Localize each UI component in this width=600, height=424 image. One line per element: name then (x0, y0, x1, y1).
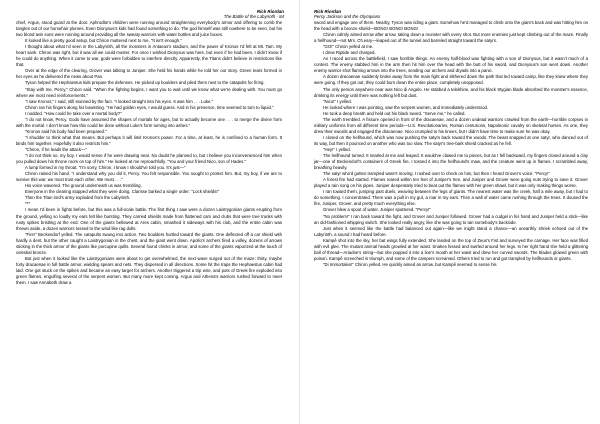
paragraph: The only person anywhere near was Nico di Angelo. He stabbed a telekhine, and his black Stygian blade absorbed the monster's essence, drinking its energy until there was nothing left but dust. (314, 86, 588, 98)
paragraph: I drew Riptide and charged. (323, 50, 376, 56)
paragraph: The hellhound turned. It snarled at me and leaped. It would've clawed me to pieces, but as I fell backward, my fingers closed around a clay jar—one of Beckendorf's containers of Greek fire. I tossed it into the hellhound's maw, and the creature went up in flames. I scrambled away, breathing heavily. (314, 153, 588, 171)
paragraph: I mean I'd been in fights before, but this was a full-scale battle. The first thing I saw were a dozen Laistrygonian giants erupting from the ground, yelling so loudly my ears felt like bursting. They carried shields made from flattened cars and clubs that were tree trunks with rusty spikes bristling at the end. One of the giants bellowed at Ares cabin, smashed it sideways with his club, and the entire cabin was thrown aside, a dozen warriors tossed to the wind like rag dolls. (16, 207, 282, 231)
paragraph: The satyr who'd gotten trampled wasn't moving. I rushed over to check on him, but then I heard Grover's voice: "Percy!" (323, 171, 550, 177)
paragraph: A lump formed in my throat. "I'm sorry, Chiron. I know I should've told you. It's just—" (25, 165, 186, 171)
section-break: *** (25, 201, 31, 207)
paragraph: I ran toward them, jumping past duels, weaving between the legs of giants. The nearest water was the creek, half a mile away, but I had to do something. I concentrated. There was a pull in my gut, a roar in my ears. Then a wall of water came rushing through the trees. It doused the fire, Juniper, Grover, and pretty much everything else. (314, 189, 588, 207)
paragraph: "I saw Kronos," I said, still stunned by the fact. "I looked straight into his eyes. It was him . . . Luke." (25, 98, 214, 104)
paragraph: I thought about what I'd seen in the Labyrinth, all the monsters in Antaeus's stadium, and the power of Kronos I'd felt at Mt. Tam. My heart sank. Chiron was right, but it was all we could muster. For once I wished Dionysus was here, but even if he had been, I didn't know if he could do anything. When it came to war, gods were forbidden to interfere directly. Apparently, the Titans didn't believe in restrictions like that. (16, 44, 282, 68)
paragraph: He looked where I was pointing, saw the serpent women, and immediately understood. (323, 104, 489, 110)
paragraph: "Fire!" Beckendorf yelled. The catapults swung into action. Two boulders hurtled toward the giants. One deflected off a car shield with hardly a dent, but the other caught a Laistrygonian in the chest, and the giant went down. Apollo's archers fired a volley, dozens of arrows sticking in the thick armor of the giants like porcupine quills. Several found chinks in armor, and some of the giants vaporized at the touch of celestial bronze. (16, 231, 282, 255)
paragraph: I nodded. "How could he take over a mortal body?" (25, 110, 122, 116)
paragraph: Over at the edge of the clearing, Grover was talking to Juniper. She held his hands while he told her our story. Green tears formed in her eyes as he delivered the news about Pan. (16, 68, 282, 80)
paragraph: "Stay with me, Percy," Chiron said. "When the fighting begins, I want you to wait until we know what we're dealing with. You must go where we most need reinforcements." (16, 86, 282, 98)
paragraph: He took a deep breath and held out his black sword. "Serve me," he called. (323, 110, 466, 116)
paragraph: "Di Immortales!" Chiron yelled. He quickly aimed an arrow, but Kampê seemed to sense his (323, 261, 497, 267)
right-page-header (314, 9, 380, 19)
paragraph: sword and engage one of them. Nearby, Tyson was riding a giant. Somehow he'd managed to climb onto the giant's back and was hitting him on the head with a bronze shield—BONG! BONG! BONG! (314, 20, 588, 32)
paragraph: "No problem!" I ran back toward the fight, and Grover and Juniper followed. Grover had a cudgel in his hand and Juniper held a stick—like an old-fashioned whipping switch. She looked really angry, like she was going to tan somebody's backside. (314, 213, 588, 225)
paragraph: "I do not think so, my boy. I would sense if he were drawing near. No doubt he planned to, but I believe you inconvenienced him when you pulled down his throne room on top of him." He looked at me reproachfully. "You and your friend Nico, son of Hades." (16, 153, 282, 165)
left-header-title: The Battle of the Labyrinth - 84 (223, 14, 284, 20)
left-page-body (16, 20, 282, 286)
right-header-title: Percy Jackson and the Olympians (314, 14, 381, 20)
paragraph: A forest fire had started. Flames roared within ten feet of Juniper's tree, and Juniper and Grover were going nuts trying to save it. Grover played a rain song on his pipes. Juniper desperately tried to beat out the flames with her green shawl, but it was only making things worse. (314, 177, 588, 189)
paragraph: His voice wavered. The ground underneath us was trembling. (25, 183, 142, 189)
right-page-body (314, 20, 588, 268)
paragraph: I closed on the hellhound, which was now pushing the satyrs back toward the woods. The beast snapped at one satyr, who danced out of its way, but then it pounced on another who was too slow. The satyr's tree-bark shield cracked as he fell. (314, 134, 588, 146)
paragraph: Everyone in the clearing stopped what they were doing. Clarisse barked a single order: "Lock shields!" (25, 189, 220, 195)
left-page-header (224, 9, 284, 19)
paragraph: Kampê shot into the sky, her bat wings fully extended. She landed on the top of Zeus's Fist and surveyed the carnage. Her face was filled with evil glee. The mutant animal heads growled at her waist. Snakes hissed and swirled around her legs. In her right hand she held a glittering ball of thread—Ariadne's string—but she popped it into a lion's mouth at her waist and drew her curved swords. The blades glowed green with poison. Kampê screeched in triumph, and some of the campers screamed. Others tried to run and got trampled by hellhounds or giants. (314, 237, 588, 261)
paragraph: Chiron ran his fingers along his bowstring. "He had golden eyes, I would guess. And in his presence, time seemed to turn to liquid." (25, 104, 274, 110)
paragraph: Tyson helped the Hephaestus kids prepare the defenses. He picked up boulders and piled them next to the catapults for firing. (25, 80, 265, 86)
paragraph: Then the Titan lord's army exploded from the Labyrinth. (25, 195, 131, 201)
paragraph: chief, Argus, stood guard at the door. Aphrodite's children were running around straightening everybody's armor and offering to comb the tangles out of our horsehair plumes. Even Dionysus's kids had found something to do. The god himself was still nowhere to be seen, but his two blond twin sons were running around providing all the sweaty warriors with water bottles and juice boxes. (16, 20, 282, 38)
paragraph: It looked like a pretty good setup, but Chiron muttered next to me, "It isn't enough." (25, 38, 182, 44)
paragraph: "GO!" Chiron yelled at me. (323, 44, 374, 50)
paragraph: Chiron calmly aimed arrow after arrow, taking down a monster with every shot. But more enemies just kept climbing out of the maze. Finally a hellhound—not Mrs. O'Leary—leaped out of the tunnel and barreled straight toward the satyrs. (314, 32, 588, 44)
paragraph: As I raced across the battlefield, I saw horrible things. An enemy half-blood was fighting with a son of Dionysus, but it wasn't much of a contest. The enemy stabbed him in the arm then hit him over the head with the butt of his sword, and Dionysus's son went down. Another enemy warrior shot flaming arrows into the trees, sending our archers and dryads into a panic. (314, 56, 588, 74)
paragraph: "I do not know, Percy. Gods have assumed the shapes of mortals for ages, but to actually become one . . . to merge the divine form with the mortal. I don't know how this could be done without Luke's form turning into ashes." (16, 116, 282, 128)
paragraph: A dozen dracaenae suddenly broke away from the main fight and slithered down the path that led toward camp, like they knew where they were going. If they got out, they could burn down the entire place, completely unopposed. (314, 74, 588, 86)
paragraph: Chiron raised his hand. "I understand why you did it, Percy. You felt responsible. You sought to protect him. But, my boy, if we are to survive this war, we must trust each other. We must . . ." (16, 171, 282, 183)
paragraph: "Kronos said his body had been prepared." (25, 128, 107, 134)
paragraph: Just when it seemed like the battle had balanced out again—like we might stand a chance—an unearthly shriek echoed out of the Labyrinth, a sound I had heard before. (314, 225, 588, 237)
paragraph: "Hey!" I yelled. (323, 146, 351, 152)
right-header-author: Rick Riordan (314, 9, 342, 14)
paragraph: Grover blew a spout of water. Juniper sputtered. "Percy!" (323, 207, 431, 213)
left-header-author: Rick Riordan (256, 9, 284, 14)
right-page (300, 0, 600, 424)
paragraph: "Nico!" I yelled. (323, 98, 352, 104)
paragraph: "I shudder to think what that means. But perhaps it will limit Kronos's power. For a time, at least, he is confined to a human form. It binds him together. Hopefully it also restricts him." (16, 134, 282, 146)
paragraph: The earth trembled. A fissure opened in front of the dracaenae, and a dozen undead warriors crawled from the earth—horrible corpses in military uniforms from all different time periods—U.S. Revolutionaries, Roman centurions, Napoleonic cavalry on skeletal horses. As one, they drew their swords and engaged the dracaenae. Nico crumpled to his knees, but I didn't have time to make sure he was okay. (314, 116, 588, 134)
paragraph: "Chiron, if he leads the attack—" (25, 146, 87, 152)
paragraph: But just when it looked like the Laistrygonians were about to get overwhelmed, the next wave surged out of the maze: thirty, maybe forty dracaenae in full battle armor, wielding spears and nets. They dispersed in all directions. Some hit the traps the Hephaestus cabin had laid. One got stuck on the spikes and became an easy target for archers. Another triggered a trip wire, and pots of Greek fire exploded into green flames, engulfing several of the serpent women. But many more kept coming. Argus and Athena's warriors rushed forward to meet them. I saw Annabeth draw a (16, 255, 282, 286)
